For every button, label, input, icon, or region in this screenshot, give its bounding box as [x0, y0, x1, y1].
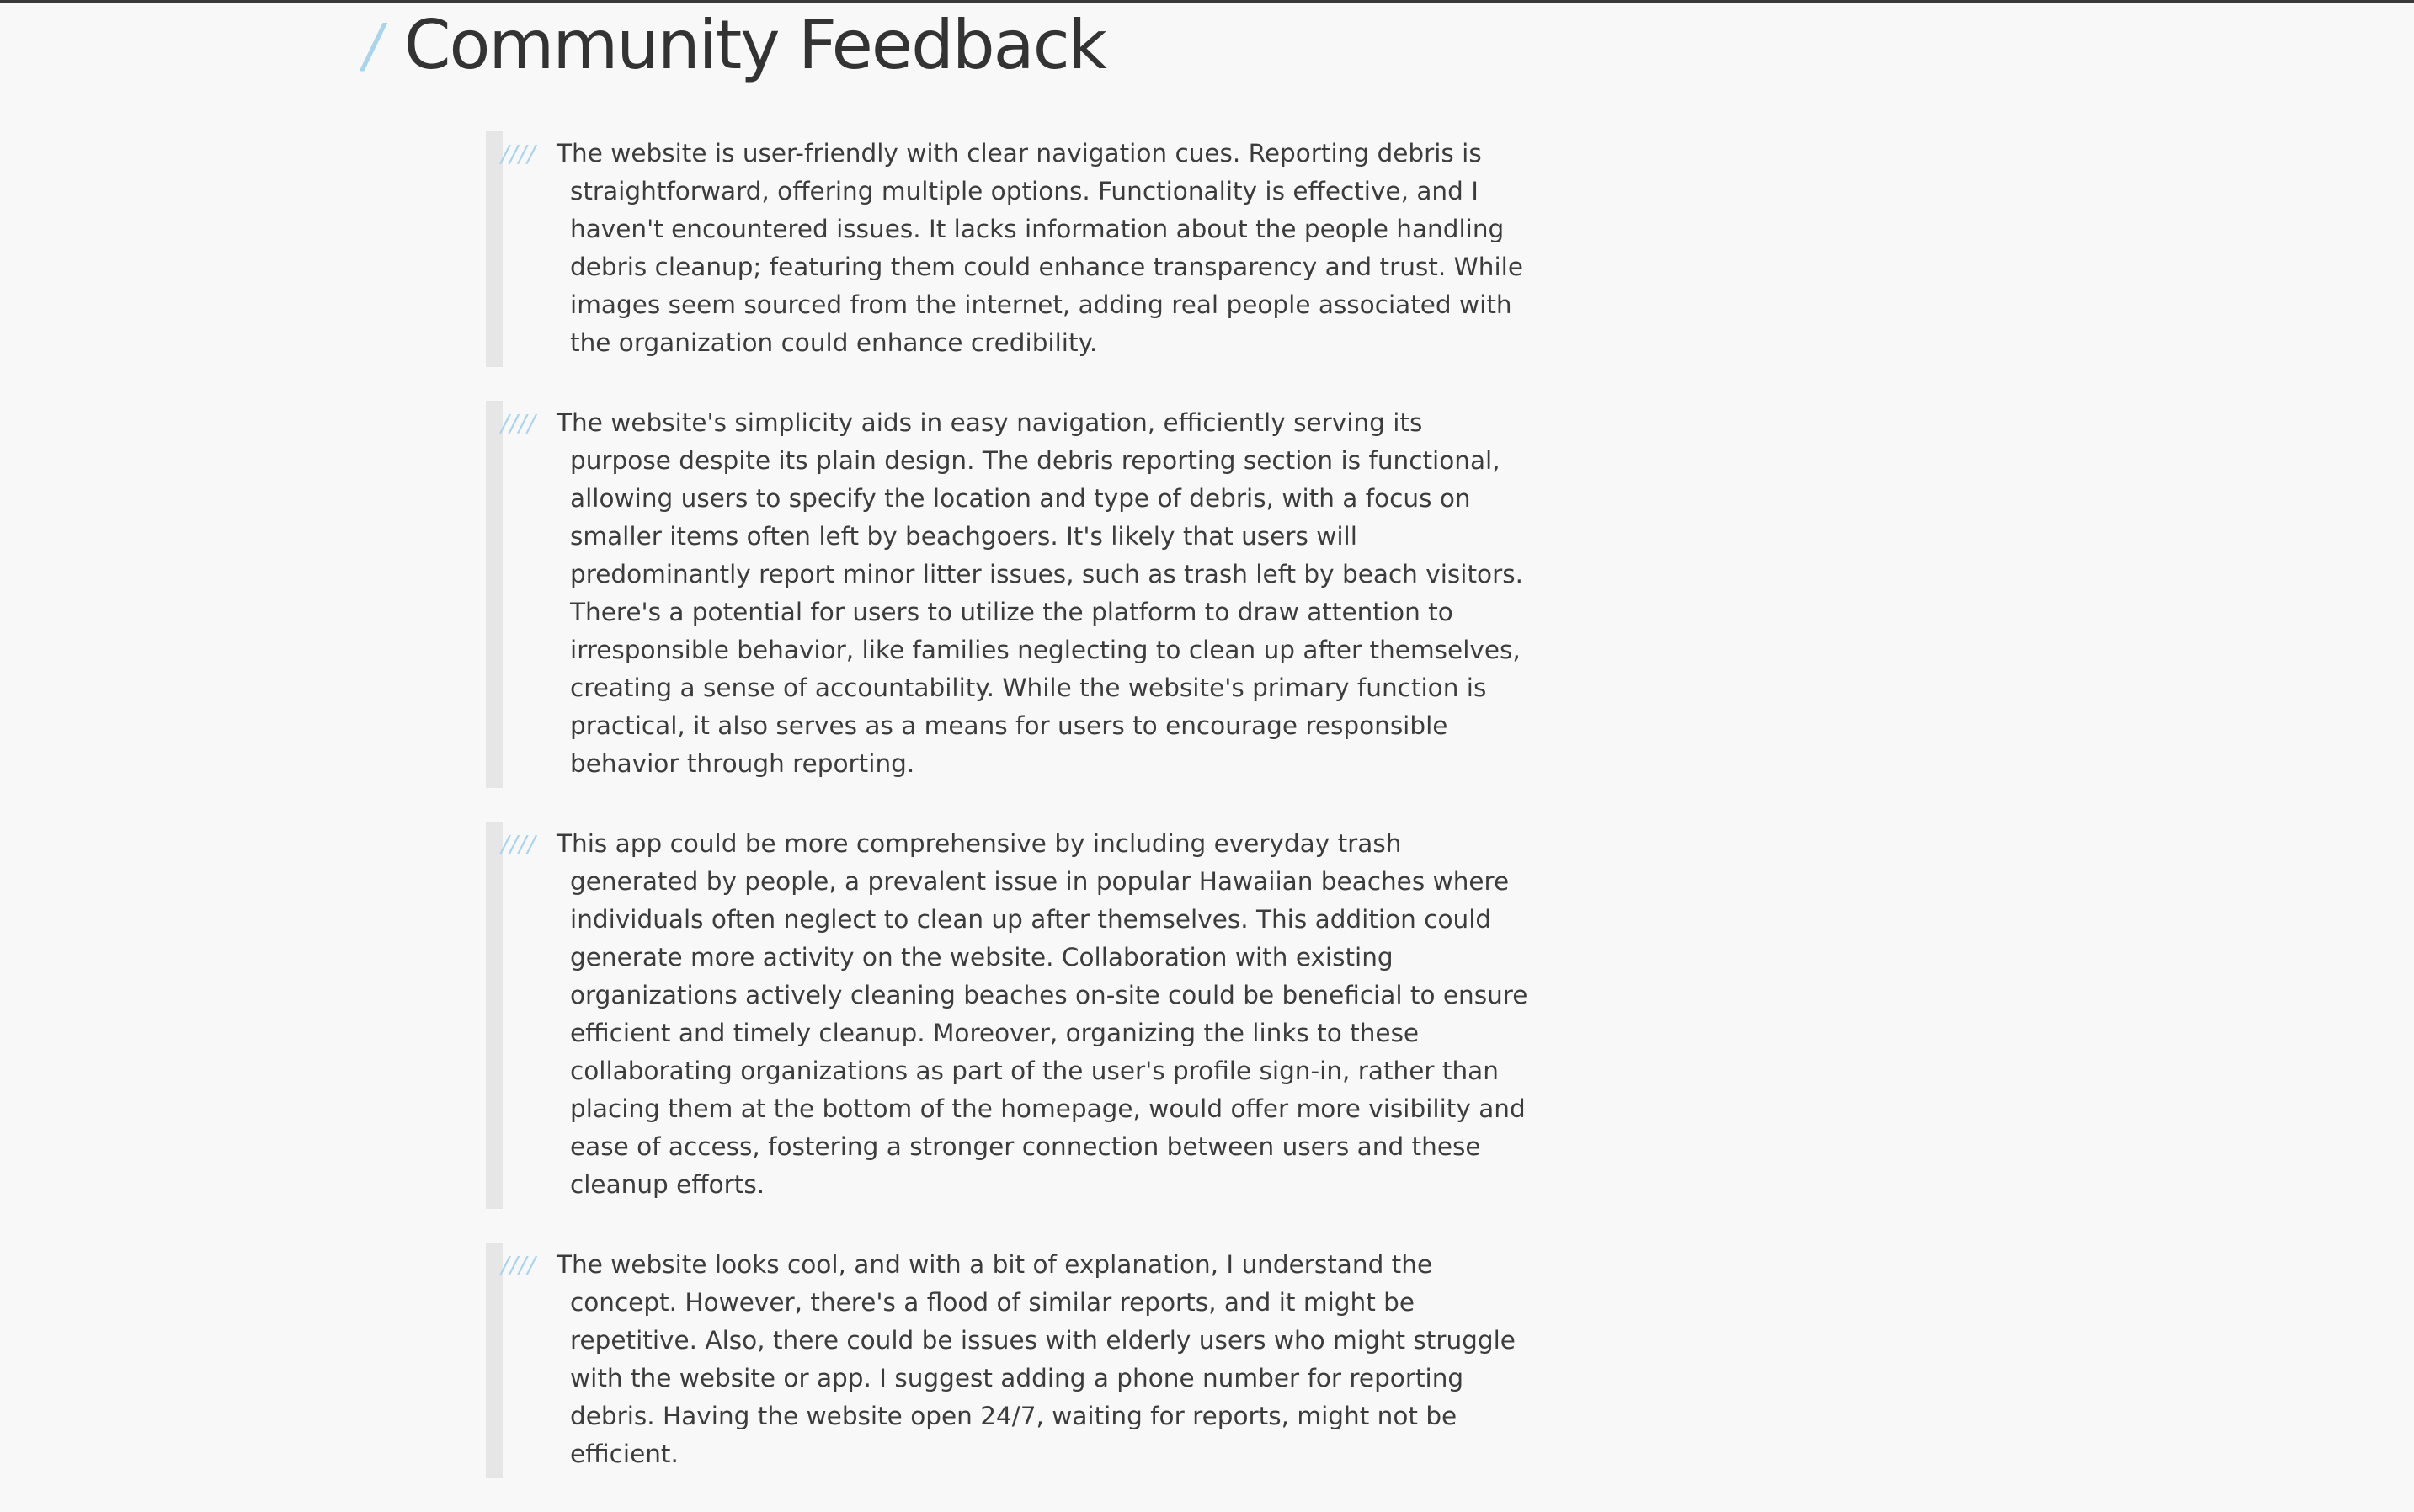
- feedback-quote-3: [486, 822, 1530, 1209]
- page-heading: [357, 3, 1106, 88]
- feedback-quote-1: [486, 131, 1530, 367]
- feedback-text: The website looks cool, and with a bit of explanation, I understand the concept. However, there's a flood of similar reports, and it might be repetitive. Also, there could be issues with elderly users who might struggle with the website or app. I suggest adding a phone number for reporting debris. Having the website open 24/7, waiting for reports, might not be efficient.: [557, 1250, 1516, 1468]
- feedback-text: This app could be more comprehensive by including everyday trash generated by people, a prevalent issue in popular Hawaiian beaches where individuals often neglect to clean up after themselves. This addition could generate more activity on the website. Collaboration with existing organizations actively cleaning beaches on-site could be beneficial to ensure efficient and timely cleanup. Moreover, organizing the links to these collaborating organizations as part of the user's profile sign-in, rather than placing them at the bottom of the homepage, would offer more visibility and ease of access, fostering a stronger connection between users and these cleanup efforts.: [557, 829, 1528, 1199]
- feedback-body: [503, 825, 1530, 1204]
- feedback-text: The website is user-friendly with clear navigation cues. Reporting debris is straightforward, offering multiple options. Functionality is effective, and I haven't encountered issues. It lacks information about the people handling debris cleanup; featuring them could enhance transparency and trust. While images seem sourced from the internet, adding real people associated with the organization could enhance credibility.: [557, 139, 1523, 357]
- top-rule: [0, 0, 2414, 3]
- feedback-quote-2: [486, 401, 1530, 788]
- quote-marker-icon: ////: [501, 140, 536, 168]
- quote-marker-icon: ////: [501, 1251, 536, 1279]
- page-title: Community Feedback: [403, 6, 1106, 84]
- quote-marker-icon: ////: [501, 409, 536, 437]
- heading-slash-icon: /: [357, 11, 390, 80]
- feedback-text: The website's simplicity aids in easy navigation, efficiently serving its purpose despite its plain design. The debris reporting section is functional, allowing users to specify the location and type of debris, with a focus on smaller items often left by beachgoers. It's likely that users will predominantly report minor litter issues, such as trash left by beach visitors. There's a potential for users to utilize the platform to draw attention to irresponsible behavior, like families neglecting to clean up after themselves, creating a sense of accountability. While the website's primary function is practical, it also serves as a means for users to encourage responsible behavior through reporting.: [557, 408, 1523, 778]
- feedback-body: [503, 404, 1530, 783]
- feedback-body: [503, 1246, 1530, 1473]
- feedback-body: [503, 135, 1530, 362]
- feedback-quote-4: [486, 1243, 1530, 1478]
- quote-marker-icon: ////: [501, 830, 536, 858]
- feedback-list: [486, 131, 1530, 1512]
